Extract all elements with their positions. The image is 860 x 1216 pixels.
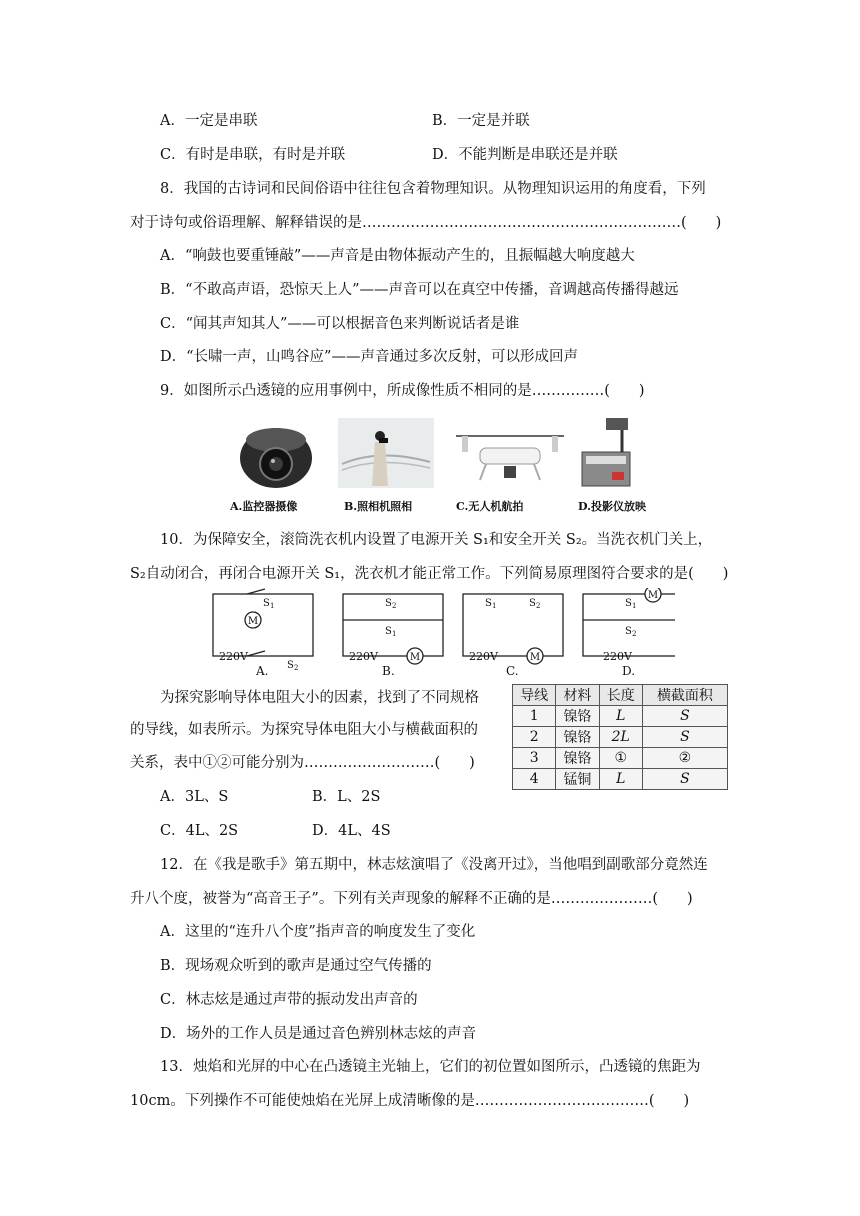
q9-images [230,414,670,492]
q8-stem-line1: 8．我国的古诗词和民间俗语中往往包含着物理知识。从物理知识运用的角度看，下列 [160,181,706,197]
q7-option-d: D．不能判断是串联还是并联 [432,147,618,163]
q12-option-a: A．这里的“连升八个度”指声音的响度发生了变化 [160,924,476,940]
voltage-d: 220V [603,650,632,663]
q13-stem-line2: 10cm。下列操作不可能使烛焰在光屏上成清晰像的是………………………………( ) [130,1093,690,1109]
svg-text:1: 1 [270,602,275,610]
table-cell: 2L [599,727,642,748]
table-cell: L [599,769,642,790]
q12-stem-line1: 12．在《我是歌手》第五期中，林志炫演唱了《没离开过》，当他唱到副歌部分竟然连 [160,857,708,873]
table-cell: 镍铬 [556,748,599,769]
svg-text:1: 1 [392,630,397,638]
q12-stem-line2: 升八个度，被誉为“高音王子”。下列有关声现象的解释不正确的是…………………( ) [130,891,693,907]
table-header: 导线 [513,685,556,706]
drone-image [456,436,564,480]
circuit-label-d: D. [622,664,636,678]
switch-c1: S [485,598,492,609]
motor-label-a: M [247,616,259,627]
voltage-a: 220V [219,650,248,663]
table-cell: 1 [513,706,556,727]
q7-option-b: B．一定是并联 [432,113,530,129]
q9-caption-c: C.无人机航拍 [456,500,524,513]
q9-caption-a: A.监控器摄像 [230,500,298,513]
table-header-row [513,685,728,706]
q10-stem-line1: 10．为保障安全，滚筒洗衣机内设置了电源开关 S₁和安全开关 S₂。当洗衣机门关上， [160,532,713,548]
table-cell: 3 [513,748,556,769]
q8-option-a: A．“响鼓也要重锤敲”——声音是由物体振动产生的，且振幅越大响度越大 [160,248,635,264]
svg-text:1: 1 [492,602,497,610]
circuit-label-c: C. [506,664,519,678]
table-cell: ① [599,748,642,769]
table-cell: 锰铜 [556,769,599,790]
motor-label-c: M [529,652,541,663]
q10-stem-line2: S₂自动闭合，再闭合电源开关 S₁，洗衣机才能正常工作。下列简易原理图符合要求的是( ) [130,566,729,582]
q8-option-c: C．“闻其声知其人”——可以根据音色来判断说话者是谁 [160,316,520,332]
q10-circuits [205,588,675,680]
q8-option-b: B．“不敢高声语，恐惊天上人”——声音可以在真空中传播，音调越高传播得越远 [160,282,679,298]
svg-text:2: 2 [536,602,541,610]
q7-option-a: A．一定是串联 [160,113,258,129]
q11-stem-line3: 关系，表中①②可能分别为………………………( ) [130,755,475,771]
q11-stem-line2: 的导线，如表所示。为探究导体电阻大小与横截面积的 [130,722,478,738]
table-header: 横截面积 [642,685,727,706]
table-cell: 4 [513,769,556,790]
table-cell: S [642,769,727,790]
table-row [513,769,728,790]
q11-stem-line1: 为探究影响导体电阻大小的因素，找到了不同规格 [160,690,479,706]
switch-d1: S [625,598,632,609]
q11-option-c: C．4L、2S [160,823,239,839]
switch-c2: S [529,598,536,609]
table-cell: S [642,706,727,727]
table-row [513,748,728,769]
circuit-label-a: A. [256,664,269,678]
photographer-image [338,418,434,488]
svg-text:2: 2 [632,630,637,638]
q12-option-b: B．现场观众听到的歌声是通过空气传播的 [160,958,432,974]
table-header: 材料 [556,685,599,706]
q8-stem-line2: 对于诗句或俗语理解、解释错误的是…………………………………………………………( ) [130,215,722,231]
q9-caption-d: D.投影仪放映 [578,500,646,513]
q7-option-c: C．有时是串联，有时是并联 [160,147,346,163]
table-row [513,706,728,727]
q12-option-d: D．场外的工作人员是通过音色辨别林志炫的声音 [160,1026,477,1042]
table-row [513,727,728,748]
switch-d2: S [625,626,632,637]
switch-b1: S [385,626,392,637]
switch-b2: S [385,598,392,609]
table-cell: ② [642,748,727,769]
svg-text:1: 1 [632,602,637,610]
q11-option-b: B．L、2S [312,789,381,805]
wire-spec-table [512,684,728,790]
circuit-label-b: B. [382,664,395,678]
switch-a1: S [263,598,270,609]
q11-option-a: A．3L、S [160,789,229,805]
switch-a2: S [287,660,294,671]
voltage-c: 220V [469,650,498,663]
motor-label-d: M [647,590,659,601]
projector-image [582,418,630,486]
table-cell: 镍铬 [556,706,599,727]
table-cell: L [599,706,642,727]
table-header: 长度 [599,685,642,706]
table-cell: S [642,727,727,748]
svg-text:2: 2 [392,602,397,610]
q13-stem-line1: 13．烛焰和光屏的中心在凸透镜主光轴上，它们的初位置如图所示，凸透镜的焦距为 [160,1059,701,1075]
motor-label-b: M [409,652,421,663]
q8-option-d: D．“长啸一声，山鸣谷应”——声音通过多次反射，可以形成回声 [160,349,578,365]
q11-option-d: D．4L、4S [312,823,391,839]
table-cell: 2 [513,727,556,748]
svg-text:2: 2 [294,664,299,672]
table-cell: 镍铬 [556,727,599,748]
voltage-b: 220V [349,650,378,663]
q9-caption-b: B.照相机照相 [344,500,413,513]
q9-stem: 9．如图所示凸透镜的应用事例中，所成像性质不相同的是……………( ) [160,383,645,399]
dome-camera-image [240,428,312,488]
q12-option-c: C．林志炫是通过声带的振动发出声音的 [160,992,418,1008]
